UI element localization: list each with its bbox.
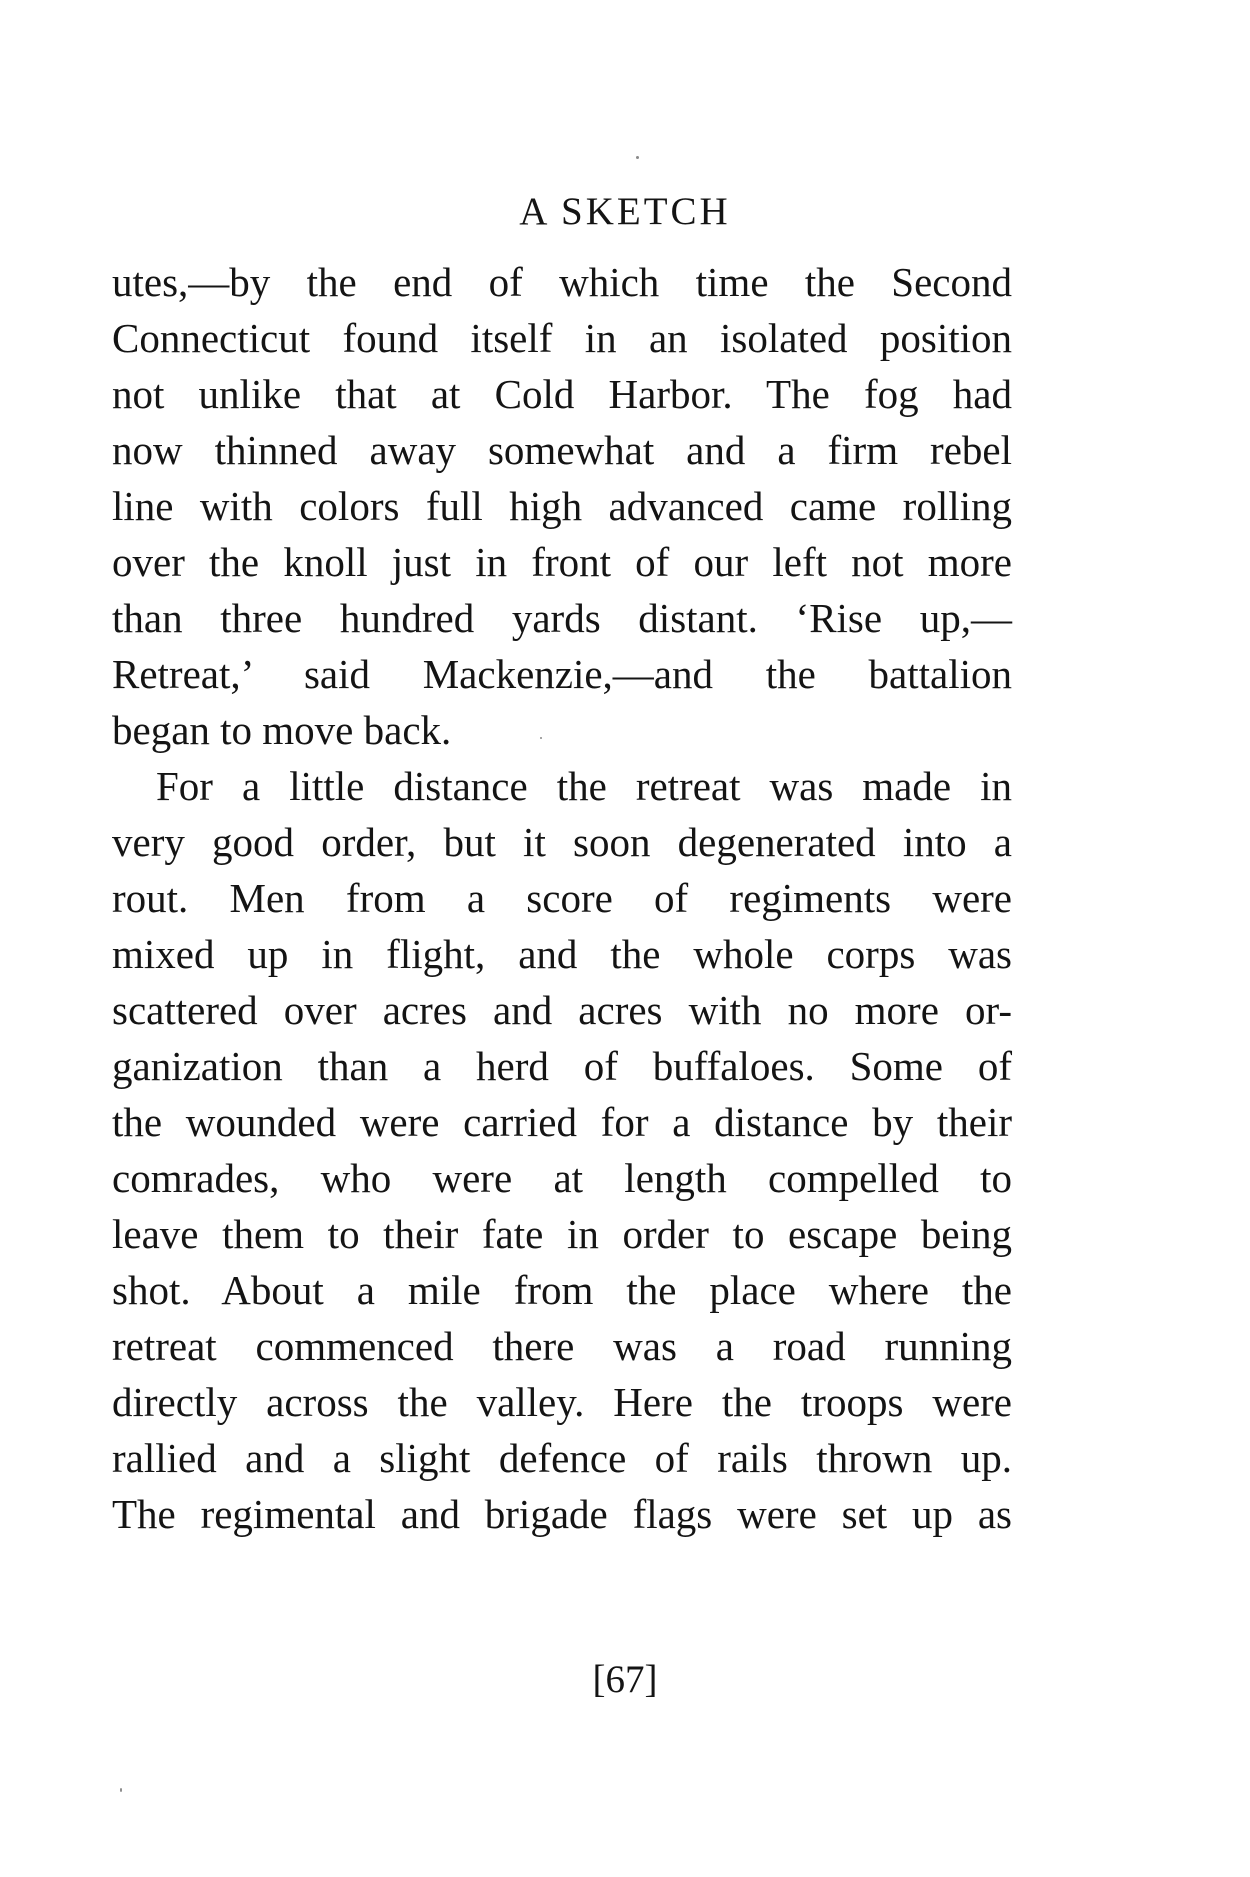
- text-line: line with colors full high advanced came rolling: [112, 483, 1012, 529]
- text-line: Connecticut found itself in an isolated position: [112, 315, 1012, 361]
- body-text: [112, 254, 1012, 1542]
- text-line: directly across the valley. Here the troops were: [112, 1379, 1012, 1425]
- text-line: ganization than a herd of buffaloes. Some of: [112, 1043, 1012, 1089]
- text-line: rallied and a slight defence of rails thrown up.: [112, 1435, 1012, 1481]
- running-head: A SKETCH: [519, 190, 731, 233]
- text-line: the wounded were carried for a distance by their: [112, 1099, 1012, 1145]
- text-line: now thinned away somewhat and a firm rebel: [112, 427, 1012, 473]
- text-line: utes,—by the end of which time the Second: [112, 259, 1012, 305]
- text-line: not unlike that at Cold Harbor. The fog had: [112, 371, 1012, 417]
- scan-speck: [120, 1788, 122, 1792]
- text-line: than three hundred yards distant. ‘Rise up,—: [112, 595, 1012, 641]
- page-number: [67]: [592, 1658, 658, 1701]
- text-line-paragraph-start: For a little distance the retreat was made in: [156, 763, 1012, 809]
- text-line-paragraph-end: began to move back.: [112, 707, 452, 753]
- text-line: scattered over acres and acres with no more or-: [112, 987, 1012, 1033]
- text-line: rout. Men from a score of regiments were: [112, 875, 1012, 921]
- text-line: Retreat,’ said Mackenzie,—and the battalion: [112, 651, 1012, 697]
- text-line: retreat commenced there was a road running: [112, 1323, 1012, 1369]
- scan-speck: [540, 737, 542, 739]
- text-line: mixed up in flight, and the whole corps was: [112, 931, 1012, 977]
- text-line: over the knoll just in front of our left not more: [112, 539, 1012, 585]
- text-line: comrades, who were at length compelled to: [112, 1155, 1012, 1201]
- text-line: The regimental and brigade flags were set up as: [112, 1491, 1012, 1537]
- text-line: very good order, but it soon degenerated into a: [112, 819, 1012, 865]
- text-line: shot. About a mile from the place where the: [112, 1267, 1012, 1313]
- scan-speck: [636, 156, 639, 159]
- text-line: leave them to their fate in order to escape being: [112, 1211, 1012, 1257]
